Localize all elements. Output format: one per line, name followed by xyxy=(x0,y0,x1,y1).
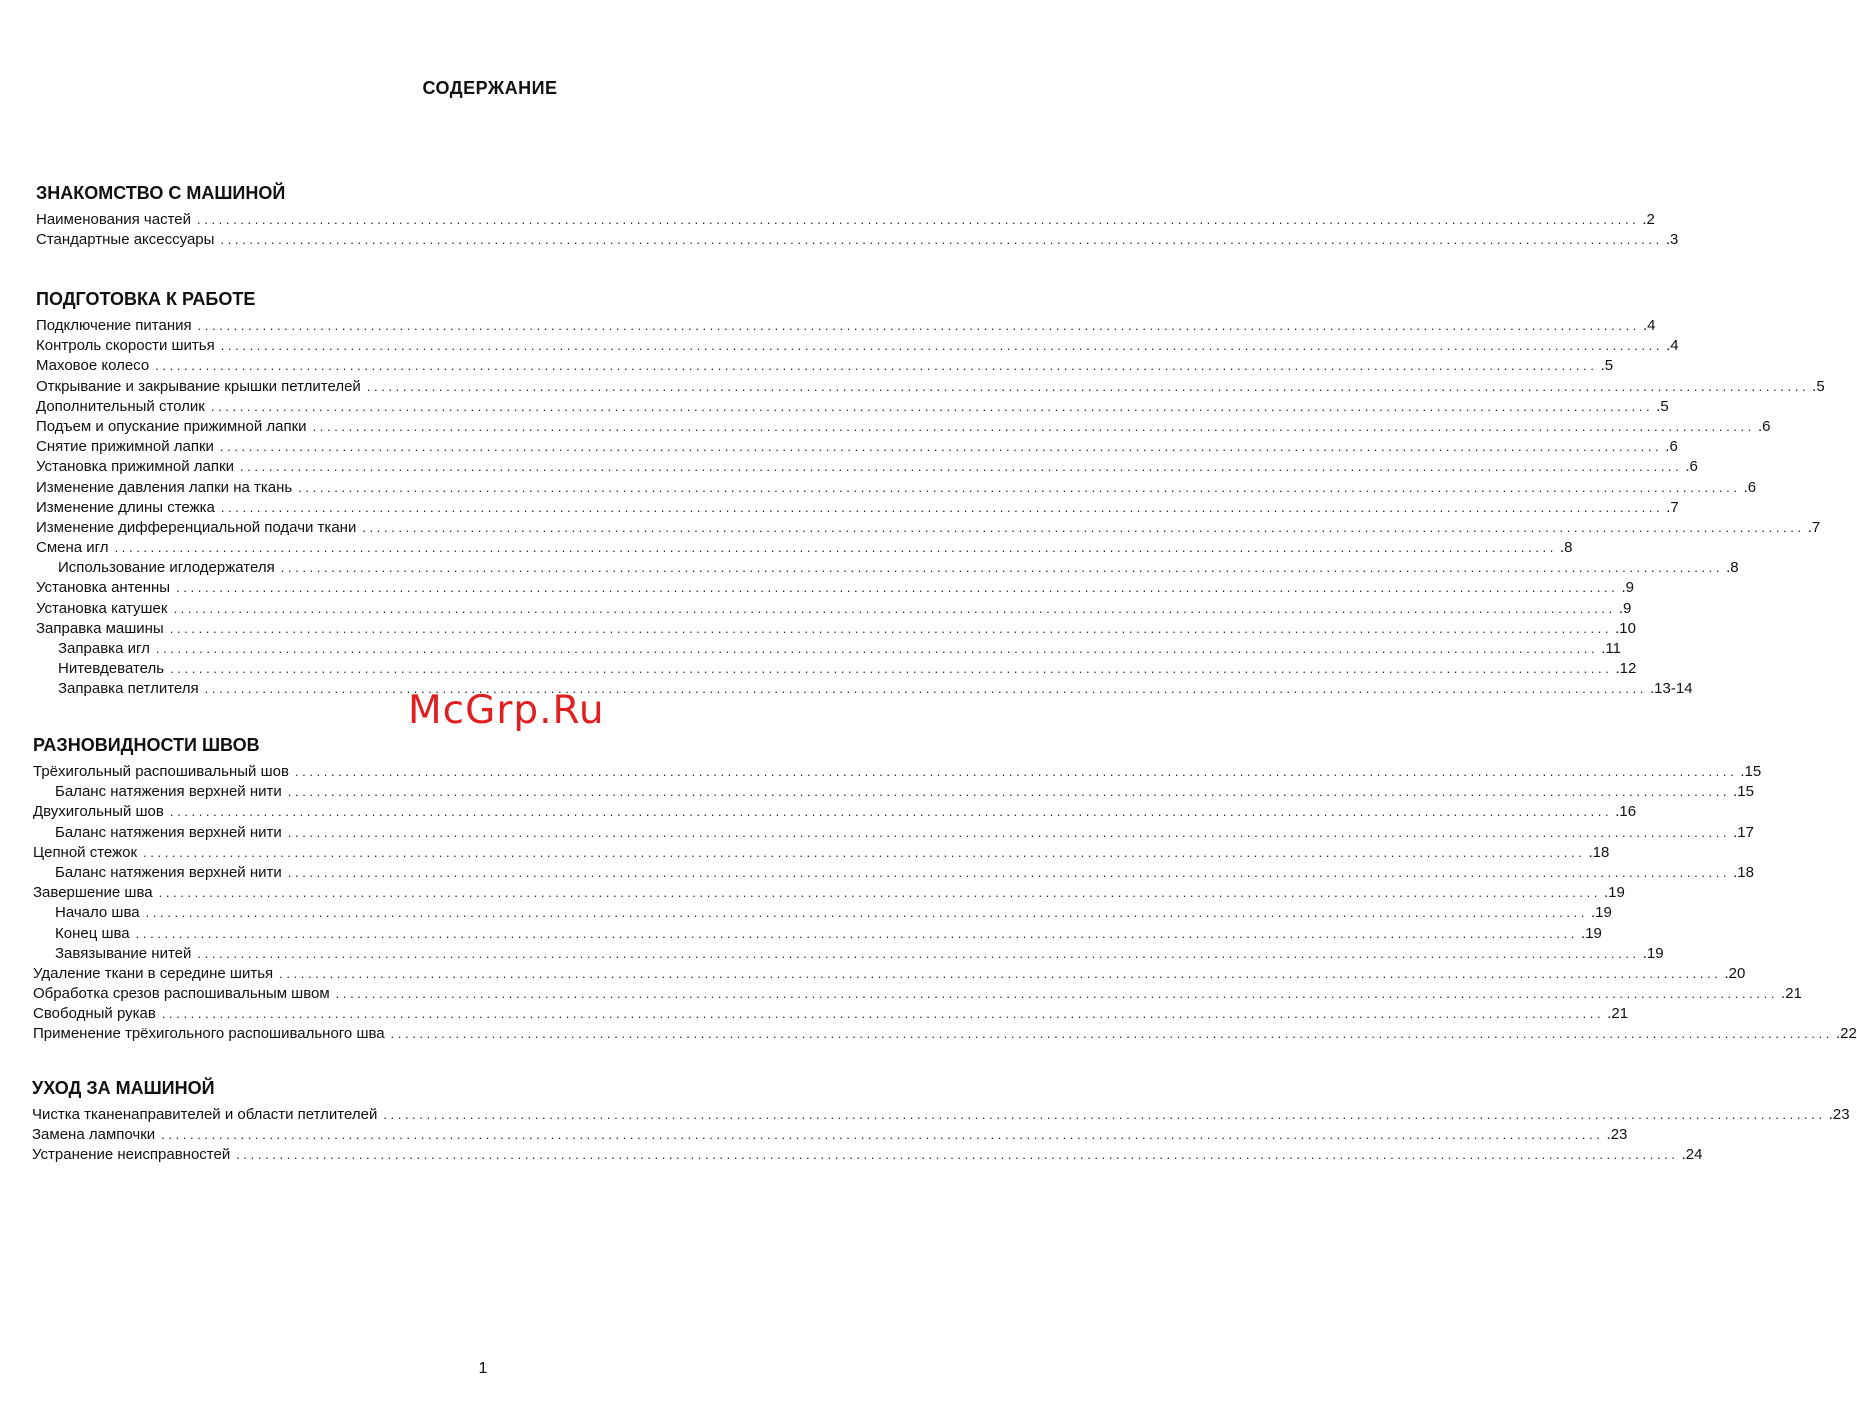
toc-entry-label: Заправка машины xyxy=(36,619,164,637)
toc-entry-page: .6 xyxy=(1757,417,1771,435)
toc-entry-page: .10 xyxy=(1615,619,1636,637)
dot-leader: ........................................................................................................................................................................................................ xyxy=(158,885,1601,901)
toc-entry[interactable] xyxy=(36,437,1678,457)
section-heading: ПОДГОТОВКА К РАБОТЕ xyxy=(36,289,256,309)
toc-entry-label: Устранение неисправностей xyxy=(32,1146,231,1164)
dot-leader: ........................................................................................................................................................................................................ xyxy=(220,232,1663,248)
dot-leader: ........................................................................................................................................................................................................ xyxy=(161,1006,1605,1022)
toc-entry-label: Свободный рукав xyxy=(33,1005,156,1023)
toc-entry-label: Цепной стежок xyxy=(33,843,138,861)
toc-entry-page: .16 xyxy=(1615,803,1637,821)
toc-entry-page: .4 xyxy=(1643,317,1656,334)
dot-leader: ........................................................................................................................................................................................................ xyxy=(170,661,1613,677)
toc-entry[interactable] xyxy=(33,1004,1629,1024)
toc-entry[interactable] xyxy=(32,1125,1628,1145)
dot-leader: ........................................................................................................................................................................................................ xyxy=(287,784,1731,800)
toc-entry-label: Установка катушек xyxy=(36,599,168,617)
toc-entry[interactable] xyxy=(36,619,1636,639)
dot-leader: ........................................................................................................................................................................................................ xyxy=(236,1147,1679,1163)
section-heading: ЗНАКОМСТВО С МАШИНОЙ xyxy=(36,183,286,203)
toc-entry[interactable] xyxy=(33,762,1762,782)
dot-leader: ........................................................................................................................................................................................................ xyxy=(210,398,1654,414)
dot-leader: ........................................................................................................................................................................................................ xyxy=(169,804,1613,820)
toc-entry[interactable] xyxy=(36,417,1771,437)
toc-entry-page: .13-14 xyxy=(1650,680,1693,698)
toc-entry-label: Двухигольный шов xyxy=(33,803,164,821)
toc-entry-page: .19 xyxy=(1604,884,1625,902)
page-number: 1 xyxy=(478,1360,488,1377)
toc-entry-label: Дополнительный столик xyxy=(36,397,205,415)
dot-leader: ........................................................................................................................................................................................................ xyxy=(155,358,1598,374)
toc-entry-label: Заправка игл xyxy=(58,640,150,657)
toc-entry[interactable] xyxy=(36,210,1655,230)
watermark-logo: McGrp.Ru xyxy=(408,688,605,733)
toc-subentry[interactable] xyxy=(33,823,1754,843)
dot-leader: ........................................................................................................................................................................................................ xyxy=(280,560,1724,576)
dot-leader: ........................................................................................................................................................................................................ xyxy=(239,459,1683,475)
dot-leader: ........................................................................................................................................................................................................ xyxy=(294,764,1738,779)
dot-leader: ........................................................................................................................................................................................................ xyxy=(312,418,1755,434)
dot-leader: ........................................................................................................................................................................................................ xyxy=(135,925,1579,941)
toc-entry-page: .23 xyxy=(1828,1106,1850,1123)
dot-leader: ........................................................................................................................................................................................................ xyxy=(287,824,1731,840)
dot-leader: ........................................................................................................................................................................................................ xyxy=(390,1026,1833,1042)
toc-entry-label: Завязывание нитей xyxy=(55,944,192,962)
toc-entry[interactable] xyxy=(36,478,1757,498)
dot-leader: ........................................................................................................................................................................................................ xyxy=(173,600,1616,616)
toc-entry-label: Баланс натяжения верхней нити xyxy=(55,823,282,841)
dot-leader: ........................................................................................................................................................................................................ xyxy=(176,580,1619,596)
toc-entry-label: Использование иглодержателя xyxy=(58,559,275,577)
toc-entry-label: Подъем и опускание прижимной лапки xyxy=(36,417,307,435)
toc-entry-page: .15 xyxy=(1733,783,1754,801)
toc-entry-label: Стандартные аксессуары xyxy=(36,231,215,249)
toc-subentry[interactable] xyxy=(36,659,1637,679)
toc-subentry[interactable] xyxy=(36,558,1739,578)
toc-entry-page: .8 xyxy=(1726,559,1739,577)
toc-entry[interactable] xyxy=(36,518,1821,538)
toc-entry-page: .9 xyxy=(1621,579,1634,597)
toc-entry[interactable] xyxy=(36,336,1679,356)
toc-entry-page: .4 xyxy=(1666,337,1679,355)
toc-entry-label: Чистка тканенаправителей и области петлителей xyxy=(32,1106,378,1123)
toc-entry-page: .7 xyxy=(1807,518,1821,536)
toc-entry[interactable] xyxy=(36,457,1698,477)
toc-entry-page: .8 xyxy=(1559,539,1573,557)
toc-entry-page: .19 xyxy=(1590,904,1612,922)
toc-entry-label: Обработка срезов распошивальным швом xyxy=(33,985,330,1003)
toc-entry-label: Удаление ткани в середине шитья xyxy=(33,964,274,982)
dot-leader: ........................................................................................................................................................................................................ xyxy=(220,499,1664,515)
dot-leader: ........................................................................................................................................................................................................ xyxy=(197,945,1640,961)
toc-entry-page: .11 xyxy=(1601,640,1621,657)
toc-entry-label: Баланс натяжения верхней нити xyxy=(55,863,282,881)
toc-entry-page: .17 xyxy=(1733,823,1754,841)
page-title: СОДЕРЖАНИЕ xyxy=(422,78,558,98)
toc-entry-page: .6 xyxy=(1685,458,1698,476)
toc-section-maintenance xyxy=(32,1075,1850,1166)
toc-entry-label: Нитевдеватель xyxy=(58,660,165,678)
toc-entry-page: .21 xyxy=(1781,985,1802,1003)
toc-entry-page: .22 xyxy=(1836,1025,1857,1043)
toc-entry-page: .20 xyxy=(1724,964,1746,982)
toc-entry[interactable] xyxy=(36,356,1614,376)
toc-entry-label: Подключение питания xyxy=(36,317,192,334)
dot-leader: ........................................................................................................................................................................................................ xyxy=(204,681,1648,697)
toc-entry-page: .18 xyxy=(1733,863,1754,881)
dot-leader: ........................................................................................................................................................................................................ xyxy=(219,439,1663,455)
toc-entry-label: Конец шва xyxy=(55,924,130,942)
toc-entry[interactable] xyxy=(36,316,1656,336)
toc-entry-label: Завершение шва xyxy=(33,884,153,902)
toc-entry[interactable] xyxy=(33,1024,1857,1044)
toc-entry-page: .12 xyxy=(1615,660,1637,678)
toc-subentry[interactable] xyxy=(33,863,1754,883)
toc-entry-page: .5 xyxy=(1812,377,1825,395)
toc-entry[interactable] xyxy=(36,377,1825,397)
toc-entry-label: Маховое колесо xyxy=(36,357,150,375)
dot-leader: ........................................................................................................................................................................................................ xyxy=(155,641,1599,656)
dot-leader: ........................................................................................................................................................................................................ xyxy=(169,620,1613,636)
toc-entry-page: .5 xyxy=(1656,397,1669,415)
toc-entry-page: .24 xyxy=(1681,1146,1703,1164)
toc-entry-page: .19 xyxy=(1642,944,1664,962)
toc-entry-label: Баланс натяжения верхней нити xyxy=(55,783,282,801)
toc-entry[interactable] xyxy=(32,1145,1703,1165)
toc-section-preparation xyxy=(36,286,1825,700)
toc-section-seam-types xyxy=(33,732,1857,1045)
dot-leader: ........................................................................................................................................................................................................ xyxy=(145,905,1588,921)
toc-entry-page: .21 xyxy=(1607,1005,1629,1023)
toc-entry-label: Изменение дифференциальной подачи ткани xyxy=(36,518,357,536)
dot-leader: ........................................................................................................................................................................................................ xyxy=(287,864,1731,880)
dot-leader: ........................................................................................................................................................................................................ xyxy=(383,1107,1826,1122)
toc-entry-page: .6 xyxy=(1743,478,1757,496)
toc-entry-label: Установка прижимной лапки xyxy=(36,458,234,476)
dot-leader: ........................................................................................................................................................................................................ xyxy=(197,212,1640,227)
toc-entry[interactable] xyxy=(36,538,1573,558)
toc-entry-label: Применение трёхигольного распошивального шва xyxy=(33,1025,385,1043)
dot-leader: ........................................................................................................................................................................................................ xyxy=(366,378,1810,394)
toc-subentry[interactable] xyxy=(36,639,1621,659)
toc-entry-label: Открывание и закрывание крышки петлителей xyxy=(36,377,361,395)
toc-entry-label: Трёхигольный распошивальный шов xyxy=(33,763,289,780)
toc-entry-page: .3 xyxy=(1665,231,1679,249)
section-heading: УХОД ЗА МАШИНОЙ xyxy=(32,1078,215,1098)
dot-leader: ........................................................................................................................................................................................................ xyxy=(298,479,1741,495)
toc-entry[interactable] xyxy=(36,498,1679,518)
toc-entry-label: Замена лампочки xyxy=(32,1126,156,1144)
dot-leader: ........................................................................................................................................................................................................ xyxy=(220,338,1664,354)
dot-leader: ........................................................................................................................................................................................................ xyxy=(161,1127,1604,1143)
toc-entry[interactable] xyxy=(36,397,1669,417)
toc-entry-label: Изменение давления лапки на ткань xyxy=(36,478,293,496)
dot-leader: ........................................................................................................................................................................................................ xyxy=(143,844,1586,860)
toc-entry[interactable] xyxy=(33,802,1637,822)
toc-entry[interactable] xyxy=(33,843,1610,863)
toc-entry[interactable] xyxy=(32,1105,1850,1125)
toc-subentry[interactable] xyxy=(33,903,1612,923)
toc-entry-page: .23 xyxy=(1606,1126,1628,1144)
toc-entry[interactable] xyxy=(33,984,1802,1004)
toc-entry-page: .5 xyxy=(1600,357,1614,375)
toc-entry-page: .2 xyxy=(1642,211,1655,228)
toc-entry-label: Изменение длины стежка xyxy=(36,498,215,516)
dot-leader: ........................................................................................................................................................................................................ xyxy=(279,965,1722,981)
toc-entry[interactable] xyxy=(33,883,1625,903)
toc-entry-label: Смена игл xyxy=(36,539,109,557)
toc-subentry[interactable] xyxy=(33,782,1754,802)
dot-leader: ........................................................................................................................................................................................................ xyxy=(362,519,1805,535)
toc-entry-label: Начало шва xyxy=(55,904,140,922)
toc-entry-label: Наименования частей xyxy=(36,211,192,228)
toc-entry-page: .9 xyxy=(1618,599,1632,617)
toc-entry-page: .15 xyxy=(1740,763,1762,780)
dot-leader: ........................................................................................................................................................................................................ xyxy=(114,540,1557,556)
dot-leader: ........................................................................................................................................................................................................ xyxy=(335,986,1779,1002)
toc-entry-page: .6 xyxy=(1665,438,1678,456)
section-heading: РАЗНОВИДНОСТИ ШВОВ xyxy=(33,735,260,755)
toc-entry[interactable] xyxy=(36,230,1679,250)
toc-entry-page: .18 xyxy=(1588,843,1610,861)
toc-entry-label: Установка антенны xyxy=(36,579,171,597)
toc-entry-label: Контроль скорости шитья xyxy=(36,337,215,355)
toc-entry-label: Снятие прижимной лапки xyxy=(36,438,214,456)
toc-subentry[interactable] xyxy=(33,944,1664,964)
toc-entry[interactable] xyxy=(33,964,1746,984)
toc-entry[interactable] xyxy=(36,599,1632,619)
toc-entry-page: .19 xyxy=(1581,924,1602,942)
toc-entry-label: Заправка петлителя xyxy=(58,680,199,698)
toc-entry[interactable] xyxy=(36,578,1634,598)
dot-leader: ........................................................................................................................................................................................................ xyxy=(197,318,1640,333)
toc-section-introduction xyxy=(36,180,1679,250)
toc-entry-page: .7 xyxy=(1666,498,1679,516)
toc-subentry[interactable] xyxy=(33,924,1602,944)
